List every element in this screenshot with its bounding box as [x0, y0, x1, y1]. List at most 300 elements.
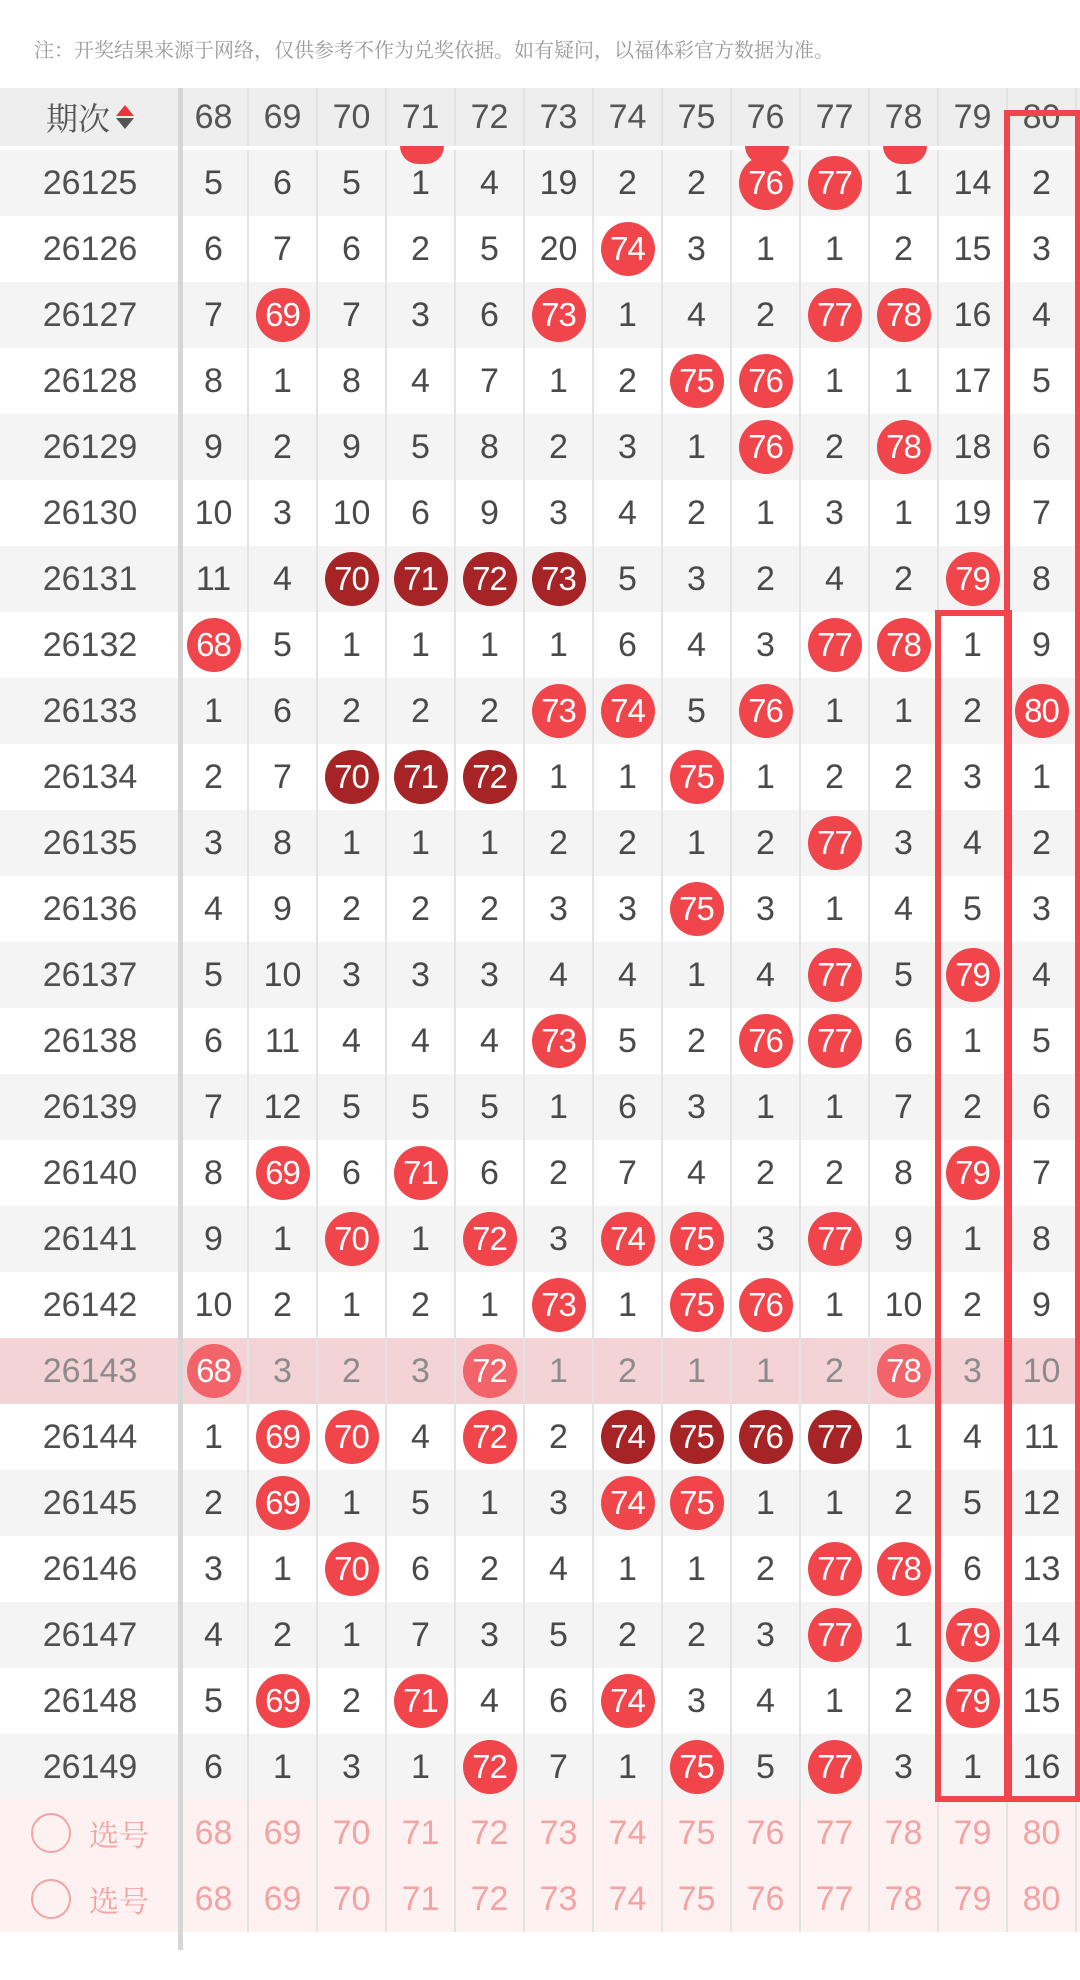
number-picker-row	[0, 1800, 1080, 1866]
omission-count: 2	[387, 216, 456, 282]
period-number: 26142	[42, 1285, 138, 1324]
pick-number-68[interactable]: 68	[180, 1800, 249, 1866]
omission-count: 6	[594, 612, 663, 678]
omission-count: 1	[870, 480, 939, 546]
omission-count: 1	[456, 1470, 525, 1536]
omission-count: 12	[1008, 1470, 1077, 1536]
omission-count: 3	[801, 480, 870, 546]
drawn-number-ball: 75	[670, 1278, 724, 1332]
drawn-number-cell	[594, 1404, 663, 1470]
drawn-number-cell	[594, 678, 663, 744]
omission-count: 3	[663, 1074, 732, 1140]
table-row	[0, 612, 1080, 678]
omission-count: 8	[180, 1140, 249, 1206]
omission-count: 1	[525, 1338, 594, 1404]
column-header-68: 68	[180, 88, 249, 146]
drawn-number-ball: 73	[532, 288, 586, 342]
omission-count: 6	[180, 216, 249, 282]
omission-count: 6	[456, 1140, 525, 1206]
drawn-number-ball: 77	[808, 816, 862, 870]
omission-count: 1	[801, 876, 870, 942]
omission-count: 1	[732, 1470, 801, 1536]
pick-number-70[interactable]: 70	[318, 1866, 387, 1932]
omission-count: 4	[870, 876, 939, 942]
omission-count: 13	[1008, 1536, 1077, 1602]
omission-count: 1	[870, 150, 939, 216]
omission-count: 2	[801, 1140, 870, 1206]
table-header	[0, 88, 1080, 146]
drawn-number-cell	[594, 1206, 663, 1272]
drawn-number-cell	[387, 744, 456, 810]
table-row	[0, 1074, 1080, 1140]
period-number: 26147	[42, 1615, 138, 1654]
omission-count: 6	[1008, 1074, 1077, 1140]
omission-count: 1	[801, 1668, 870, 1734]
pick-number-73[interactable]: 73	[525, 1866, 594, 1932]
omission-count: 3	[663, 216, 732, 282]
omission-count: 1	[249, 1536, 318, 1602]
period-number: 26145	[42, 1483, 138, 1522]
omission-count: 1	[801, 216, 870, 282]
period-sort-header[interactable]	[0, 88, 180, 146]
omission-count: 9	[180, 1206, 249, 1272]
table-row	[0, 1140, 1080, 1206]
omission-count: 9	[1008, 612, 1077, 678]
drawn-number-cell	[318, 1404, 387, 1470]
drawn-number-ball: 77	[808, 1212, 862, 1266]
omission-count: 4	[525, 942, 594, 1008]
drawn-number-cell	[663, 744, 732, 810]
pick-number-76[interactable]: 76	[732, 1800, 801, 1866]
period-number: 26127	[42, 295, 138, 334]
drawn-number-ball: 76	[739, 1278, 793, 1332]
column-header-75: 75	[663, 88, 732, 146]
pick-number-73[interactable]: 73	[525, 1800, 594, 1866]
picker-label-cell[interactable]	[0, 1866, 180, 1932]
pick-number-80[interactable]: 80	[1008, 1800, 1077, 1866]
omission-count: 7	[594, 1140, 663, 1206]
omission-count: 1	[525, 744, 594, 810]
period-number: 26131	[42, 559, 138, 598]
omission-count: 1	[663, 1338, 732, 1404]
omission-count: 4	[180, 876, 249, 942]
drawn-number-cell	[456, 1338, 525, 1404]
omission-count: 1	[663, 810, 732, 876]
omission-count: 3	[525, 1470, 594, 1536]
omission-count: 3	[318, 942, 387, 1008]
pick-number-78[interactable]: 78	[870, 1800, 939, 1866]
omission-count: 5	[180, 942, 249, 1008]
pick-number-75[interactable]: 75	[663, 1866, 732, 1932]
drawn-number-ball: 72	[463, 750, 517, 804]
omission-count: 6	[525, 1668, 594, 1734]
table-row	[0, 744, 1080, 810]
omission-count: 3	[525, 1206, 594, 1272]
omission-count: 2	[663, 1602, 732, 1668]
pick-number-74[interactable]: 74	[594, 1866, 663, 1932]
omission-count: 10	[180, 480, 249, 546]
drawn-number-ball: 68	[187, 618, 241, 672]
drawn-number-cell	[801, 942, 870, 1008]
omission-count: 12	[249, 1074, 318, 1140]
table-row	[0, 942, 1080, 1008]
pick-number-72[interactable]: 72	[456, 1800, 525, 1866]
omission-count: 1	[387, 612, 456, 678]
omission-count: 19	[525, 150, 594, 216]
omission-count: 1	[732, 216, 801, 282]
table-row	[0, 1536, 1080, 1602]
drawn-number-ball: 77	[808, 288, 862, 342]
drawn-number-cell	[456, 546, 525, 612]
drawn-number-ball: 74	[601, 1212, 655, 1266]
omission-count: 1	[939, 612, 1008, 678]
drawn-number-ball: 70	[325, 750, 379, 804]
omission-count: 3	[732, 876, 801, 942]
drawn-number-ball: 77	[808, 1542, 862, 1596]
drawn-number-ball: 79	[946, 1674, 1000, 1728]
drawn-number-cell	[180, 612, 249, 678]
pick-number-75[interactable]: 75	[663, 1800, 732, 1866]
omission-count: 7	[249, 744, 318, 810]
drawn-number-ball: 75	[670, 1476, 724, 1530]
omission-count: 4	[594, 480, 663, 546]
drawn-number-ball: 77	[808, 1410, 862, 1464]
drawn-number-ball: 74	[601, 1674, 655, 1728]
omission-count: 4	[1008, 282, 1077, 348]
column-header-72: 72	[456, 88, 525, 146]
drawn-number-ball: 78	[877, 288, 931, 342]
drawn-number-cell	[801, 810, 870, 876]
omission-count: 2	[732, 810, 801, 876]
omission-count: 3	[732, 1206, 801, 1272]
pick-number-71[interactable]: 71	[387, 1866, 456, 1932]
drawn-number-ball: 72	[463, 1410, 517, 1464]
omission-count: 2	[525, 1140, 594, 1206]
period-number: 26140	[42, 1153, 138, 1192]
omission-count: 2	[939, 1074, 1008, 1140]
period-number: 26132	[42, 625, 138, 664]
omission-count: 5	[732, 1734, 801, 1800]
omission-count: 1	[318, 612, 387, 678]
omission-count: 5	[249, 612, 318, 678]
omission-count: 8	[456, 414, 525, 480]
omission-count: 14	[939, 150, 1008, 216]
omission-count: 2	[594, 348, 663, 414]
omission-count: 2	[732, 1140, 801, 1206]
period-number: 26134	[42, 757, 138, 796]
drawn-number-cell	[387, 546, 456, 612]
drawn-number-ball: 70	[325, 1410, 379, 1464]
omission-count: 9	[870, 1206, 939, 1272]
drawn-number-cell	[594, 216, 663, 282]
table-row	[0, 1470, 1080, 1536]
drawn-number-cell	[732, 1272, 801, 1338]
drawn-number-cell	[801, 1206, 870, 1272]
drawn-number-cell	[801, 1734, 870, 1800]
drawn-number-ball: 69	[256, 1476, 310, 1530]
omission-count: 1	[594, 744, 663, 810]
omission-count: 20	[525, 216, 594, 282]
omission-count: 4	[180, 1602, 249, 1668]
drawn-number-ball: 72	[463, 1740, 517, 1794]
drawn-number-cell	[732, 1404, 801, 1470]
omission-count: 2	[456, 876, 525, 942]
omission-count: 7	[1008, 480, 1077, 546]
pick-number-80[interactable]: 80	[1008, 1866, 1077, 1932]
drawn-number-cell	[801, 1536, 870, 1602]
drawn-number-cell	[180, 1338, 249, 1404]
omission-count: 3	[249, 480, 318, 546]
period-number: 26137	[42, 955, 138, 994]
drawn-number-cell	[456, 1206, 525, 1272]
omission-count: 1	[939, 1008, 1008, 1074]
omission-count: 1	[387, 810, 456, 876]
omission-count: 3	[870, 1734, 939, 1800]
omission-count: 2	[387, 1272, 456, 1338]
radio-icon[interactable]	[31, 1879, 71, 1919]
period-number: 26141	[42, 1219, 138, 1258]
table-row	[0, 282, 1080, 348]
omission-count: 5	[387, 1470, 456, 1536]
omission-count: 2	[387, 678, 456, 744]
omission-count: 4	[318, 1008, 387, 1074]
drawn-number-ball: 76	[739, 354, 793, 408]
pick-number-68[interactable]: 68	[180, 1866, 249, 1932]
drawn-number-cell	[870, 612, 939, 678]
drawn-number-ball: 79	[946, 1608, 1000, 1662]
omission-count: 1	[939, 1734, 1008, 1800]
omission-count: 7	[180, 1074, 249, 1140]
omission-count: 19	[939, 480, 1008, 546]
omission-count: 5	[1008, 1008, 1077, 1074]
omission-count: 5	[594, 546, 663, 612]
omission-count: 2	[318, 1668, 387, 1734]
omission-count: 1	[801, 1074, 870, 1140]
drawn-number-ball: 69	[256, 1410, 310, 1464]
omission-count: 3	[594, 876, 663, 942]
number-picker-row	[0, 1866, 1080, 1932]
omission-count: 1	[870, 348, 939, 414]
omission-count: 10	[249, 942, 318, 1008]
omission-count: 7	[387, 1602, 456, 1668]
omission-count: 2	[1008, 150, 1077, 216]
drawn-number-ball: 70	[325, 1212, 379, 1266]
drawn-number-cell	[249, 1470, 318, 1536]
omission-count: 4	[801, 546, 870, 612]
drawn-number-ball: 75	[670, 1410, 724, 1464]
column-header-76: 76	[732, 88, 801, 146]
omission-count: 2	[594, 810, 663, 876]
omission-count: 6	[387, 480, 456, 546]
omission-count: 5	[939, 876, 1008, 942]
drawn-number-ball: 79	[946, 552, 1000, 606]
omission-count: 9	[180, 414, 249, 480]
omission-count: 10	[1008, 1338, 1077, 1404]
drawn-number-ball: 71	[394, 750, 448, 804]
omission-count: 2	[870, 1470, 939, 1536]
omission-count: 2	[249, 414, 318, 480]
drawn-number-cell	[387, 1140, 456, 1206]
omission-count: 1	[249, 1206, 318, 1272]
drawn-number-cell	[318, 744, 387, 810]
drawn-number-cell	[801, 282, 870, 348]
omission-count: 4	[456, 1008, 525, 1074]
drawn-number-ball: 76	[739, 684, 793, 738]
omission-count: 3	[732, 612, 801, 678]
omission-count: 2	[870, 1668, 939, 1734]
drawn-number-ball: 75	[670, 1740, 724, 1794]
sort-icon[interactable]	[116, 105, 134, 129]
omission-count: 5	[180, 150, 249, 216]
omission-count: 11	[180, 546, 249, 612]
table-row	[0, 810, 1080, 876]
drawn-number-ball: 75	[670, 354, 724, 408]
pick-number-78[interactable]: 78	[870, 1866, 939, 1932]
omission-count: 10	[318, 480, 387, 546]
drawn-number-cell	[870, 1536, 939, 1602]
omission-count: 16	[1008, 1734, 1077, 1800]
drawn-number-cell	[663, 1404, 732, 1470]
omission-count: 2	[1008, 810, 1077, 876]
omission-count: 1	[525, 612, 594, 678]
drawn-number-ball: 79	[946, 948, 1000, 1002]
omission-count: 1	[732, 1074, 801, 1140]
column-header-78: 78	[870, 88, 939, 146]
drawn-number-ball: 78	[877, 1542, 931, 1596]
trend-table	[0, 88, 1080, 1950]
pick-number-79[interactable]: 79	[939, 1800, 1008, 1866]
highlight-box-col-79	[935, 610, 1012, 1802]
omission-count: 3	[387, 1338, 456, 1404]
omission-count: 7	[180, 282, 249, 348]
drawn-number-cell	[456, 1734, 525, 1800]
omission-count: 4	[456, 1668, 525, 1734]
drawn-number-cell	[525, 1272, 594, 1338]
radio-icon[interactable]	[31, 1813, 71, 1853]
omission-count: 3	[870, 810, 939, 876]
column-header-79: 79	[939, 88, 1008, 146]
omission-count: 6	[249, 150, 318, 216]
omission-count: 1	[456, 810, 525, 876]
drawn-number-cell	[456, 1404, 525, 1470]
omission-count: 2	[249, 1272, 318, 1338]
omission-count: 18	[939, 414, 1008, 480]
omission-count: 1	[801, 348, 870, 414]
omission-count: 8	[249, 810, 318, 876]
drawn-number-ball: 74	[601, 222, 655, 276]
omission-count: 1	[318, 1470, 387, 1536]
omission-count: 2	[525, 1404, 594, 1470]
omission-count: 2	[870, 744, 939, 810]
pick-number-72[interactable]: 72	[456, 1866, 525, 1932]
omission-count: 3	[249, 1338, 318, 1404]
drawn-number-ball: 78	[877, 618, 931, 672]
drawn-number-cell	[525, 282, 594, 348]
omission-count: 6	[456, 282, 525, 348]
omission-count: 3	[318, 1734, 387, 1800]
omission-count: 6	[1008, 414, 1077, 480]
drawn-number-ball: 76	[739, 420, 793, 474]
omission-count: 1	[594, 282, 663, 348]
omission-count: 2	[801, 744, 870, 810]
omission-count: 2	[318, 1338, 387, 1404]
omission-count: 3	[663, 1668, 732, 1734]
pick-number-77[interactable]: 77	[801, 1866, 870, 1932]
omission-count: 9	[1008, 1272, 1077, 1338]
period-number: 26143	[42, 1351, 138, 1390]
pick-number-70[interactable]: 70	[318, 1800, 387, 1866]
pick-number-79[interactable]: 79	[939, 1866, 1008, 1932]
drawn-number-cell	[663, 1272, 732, 1338]
drawn-number-ball: 72	[463, 1212, 517, 1266]
omission-count: 4	[663, 1140, 732, 1206]
omission-count: 1	[732, 1338, 801, 1404]
omission-count: 2	[732, 282, 801, 348]
pick-number-77[interactable]: 77	[801, 1800, 870, 1866]
pick-number-74[interactable]: 74	[594, 1800, 663, 1866]
period-number: 26135	[42, 823, 138, 862]
table-row	[0, 1272, 1080, 1338]
pick-number-76[interactable]: 76	[732, 1866, 801, 1932]
omission-count: 3	[180, 1536, 249, 1602]
omission-count: 1	[594, 1272, 663, 1338]
omission-count: 3	[939, 1338, 1008, 1404]
omission-count: 1	[1008, 744, 1077, 810]
omission-count: 5	[939, 1470, 1008, 1536]
drawn-number-cell	[732, 1008, 801, 1074]
omission-count: 3	[594, 414, 663, 480]
table-row	[0, 1404, 1080, 1470]
omission-count: 7	[456, 348, 525, 414]
drawn-number-ball: 70	[325, 552, 379, 606]
column-header-73: 73	[525, 88, 594, 146]
table-row	[0, 480, 1080, 546]
drawn-number-ball: 77	[808, 1740, 862, 1794]
omission-count: 2	[318, 678, 387, 744]
omission-count: 1	[663, 1536, 732, 1602]
omission-count: 11	[1008, 1404, 1077, 1470]
period-header-label: 期次	[45, 100, 110, 138]
pick-number-69[interactable]: 69	[249, 1866, 318, 1932]
drawn-number-ball: 71	[394, 1146, 448, 1200]
drawn-number-ball: 71	[394, 1674, 448, 1728]
omission-count: 4	[594, 942, 663, 1008]
drawn-number-ball: 77	[808, 156, 862, 210]
period-number: 26149	[42, 1747, 138, 1786]
pick-number-69[interactable]: 69	[249, 1800, 318, 1866]
drawn-number-ball: 73	[532, 552, 586, 606]
omission-count: 3	[1008, 216, 1077, 282]
table-row	[0, 1338, 1080, 1404]
omission-count: 6	[318, 216, 387, 282]
omission-count: 5	[456, 216, 525, 282]
omission-count: 2	[387, 876, 456, 942]
omission-count: 1	[663, 414, 732, 480]
drawn-number-ball: 80	[1015, 684, 1069, 738]
drawn-number-cell	[801, 1404, 870, 1470]
drawn-number-cell	[663, 1206, 732, 1272]
picker-label-cell[interactable]	[0, 1800, 180, 1866]
omission-count: 6	[939, 1536, 1008, 1602]
omission-count: 9	[456, 480, 525, 546]
period-number: 26133	[42, 691, 138, 730]
pick-number-71[interactable]: 71	[387, 1800, 456, 1866]
omission-count: 15	[939, 216, 1008, 282]
omission-count: 2	[249, 1602, 318, 1668]
omission-count: 2	[663, 150, 732, 216]
drawn-number-cell	[663, 1470, 732, 1536]
omission-count: 3	[732, 1602, 801, 1668]
